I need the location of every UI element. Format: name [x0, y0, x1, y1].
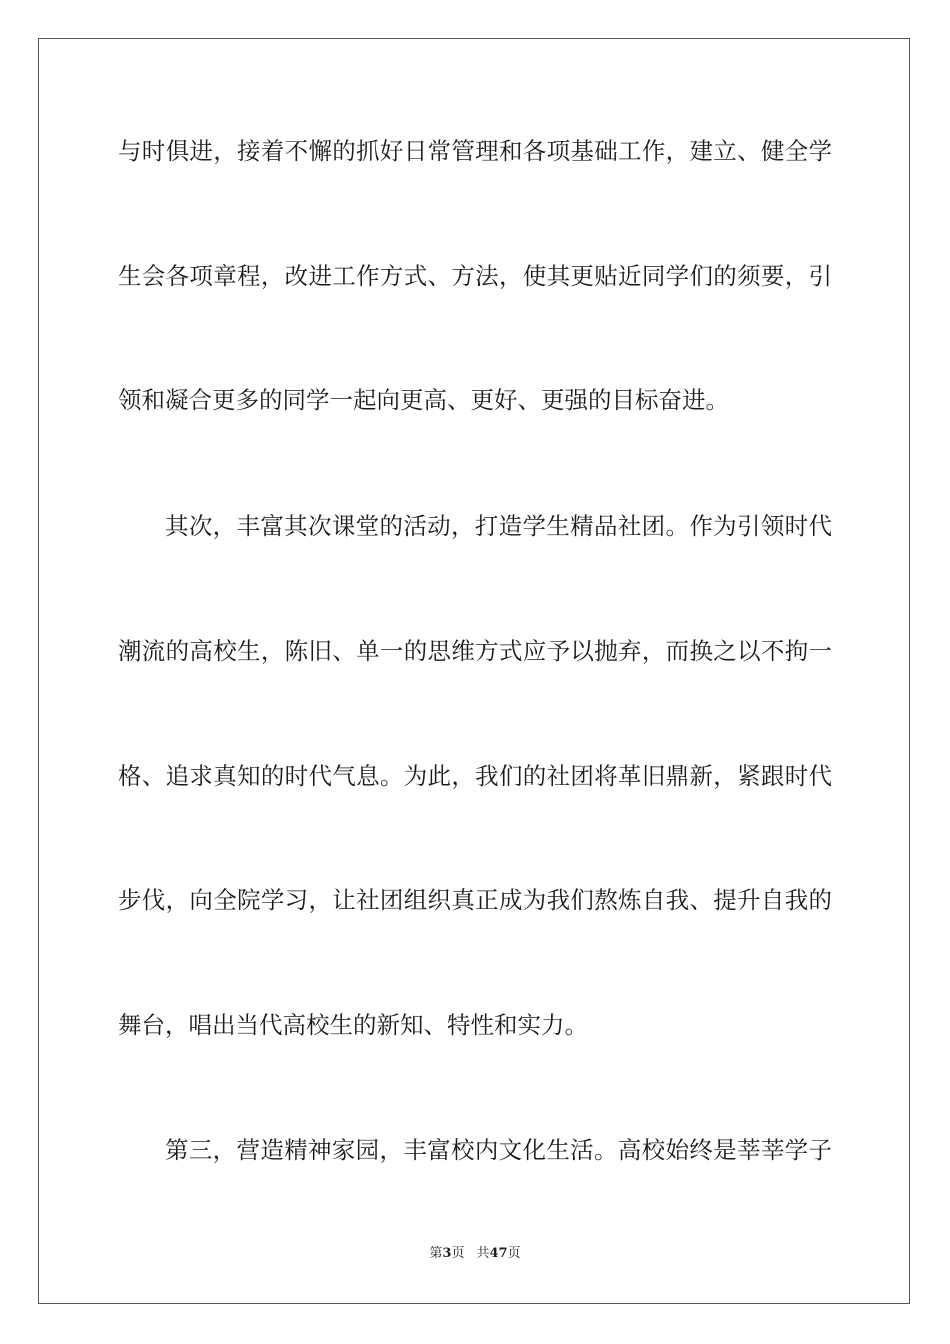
text-line: 舞台，唱出当代高校生的新知、特性和实力。 [118, 1011, 588, 1039]
page-border [38, 38, 910, 1304]
total-label-suffix: 页 [507, 1246, 521, 1261]
page-number: 3 [442, 1246, 452, 1261]
text-line: 步伐，向全院学习，让社团组织真正成为我们熬炼自我、提升自我的 [118, 886, 832, 914]
text-line: 格、追求真知的时代气息。为此，我们的社团将革旧鼎新，紧跟时代 [118, 762, 832, 790]
total-pages: 47 [489, 1246, 508, 1261]
page-footer [0, 1245, 950, 1263]
page-label-prefix: 第 [429, 1246, 443, 1261]
text-line: 潮流的高校生，陈旧、单一的思维方式应予以抛弃，而换之以不拘一 [118, 637, 832, 665]
total-label-prefix: 共 [476, 1246, 490, 1261]
paragraph-first-line: 其次，丰富其次课堂的活动，打造学生精品社团。作为引领时代 [165, 512, 832, 540]
text-line: 领和凝合更多的同学一起向更高、更好、更强的目标奋进。 [118, 386, 729, 414]
text-line: 生会各项章程，改进工作方式、方法，使其更贴近同学们的须要，引 [118, 262, 832, 290]
paragraph-first-line: 第三，营造精神家园，丰富校内文化生活。高校始终是莘莘学子 [165, 1136, 832, 1164]
page-label-suffix: 页 [451, 1246, 465, 1261]
text-line: 与时俱进，接着不懈的抓好日常管理和各项基础工作，建立、健全学 [118, 137, 832, 165]
